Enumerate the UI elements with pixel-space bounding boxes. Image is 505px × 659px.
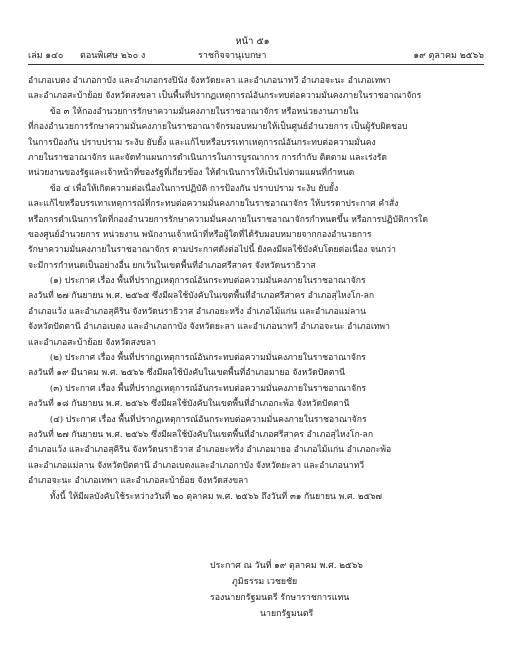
body-line: ข้อ ๓ ให้กองอำนวยการรักษาความมั่นคงภายในราชอาณาจักร หรือหน่วยงานภายใน xyxy=(28,106,359,117)
body-line: จะมีการกำหนดเป็นอย่างอื่น ยกเว้นในเขตพื้นที่อำเภอศรีสาคร จังหวัดนราธิวาส xyxy=(28,260,316,271)
issue-label: ตอนพิเศษ ๒๖๐ ง xyxy=(80,51,146,61)
body-line: ของศูนย์อำนวยการ หน่วยงาน พนักงานเจ้าหน้าที่หรือผู้ใดที่ได้รับมอบหมายจากกองอำนวยการ xyxy=(28,229,372,240)
gazette-header xyxy=(28,48,484,62)
body-line: และอำเภอแม่ลาน จังหวัดปัตตานี อำเภอเบตงและอำเภอกาบัง จังหวัดยะลา และอำเภอนาทวี xyxy=(28,460,365,471)
body-line: ลงวันที่ ๒๗ กันยายน พ.ศ. ๒๕๖๕ ซึ่งมีผลใช้บังคับในเขตพื้นที่อำเภอศรีสาคร อำเภอสุไหงโก-ลก xyxy=(28,291,375,302)
body-line: ในการป้องกัน ปราบปราม ระงับ ยับยั้ง และแก้ไขหรือบรรเทาเหตุการณ์อันกระทบต่อความมั่นคง xyxy=(28,137,376,148)
body-line: ลงวันที่ ๑๙ มีนาคม พ.ศ. ๒๕๖๖ ซึ่งมีผลใช้บังคับในเขตพื้นที่อำเภอมายอ จังหวัดปัตตานี xyxy=(28,368,346,379)
body-line: ทั้งนี้ ให้มีผลบังคับใช้ระหว่างวันที่ ๒๐ ตุลาคม พ.ศ. ๒๕๖๖ ถึงวันที่ ๓๑ กันยายน พ.ศ. ๒๕๖๗ xyxy=(28,491,382,502)
header-rule xyxy=(28,64,484,65)
body-line: อำเภอเบตง อำเภอกาบัง และอำเภอกรงปินัง จังหวัดยะลา และอำเภอนาทวี อำเภอจะนะ อำเภอเทพา xyxy=(28,76,391,86)
body-line: หรือการดำเนินการใดที่กองอำนวยการรักษาความมั่นคงภายในราชอาณาจักรกำหนดขึ้น หรือการปฏิบัติการใด xyxy=(28,214,428,225)
body-line: หน่วยงานของรัฐและเจ้าหน้าที่ของรัฐที่เกี่ยวข้อง ให้ดำเนินการให้เป็นไปตามแผนที่กำหนด xyxy=(28,168,355,179)
body-line: (๔) ประกาศ เรื่อง พื้นที่ปรากฏเหตุการณ์อันกระทบต่อความมั่นคงภายในราชอาณาจักร xyxy=(28,414,367,425)
signer-name: ภูมิธรรม เวชยชัย xyxy=(232,577,298,587)
body-line: ลงวันที่ ๑๘ กันยายน พ.ศ. ๒๕๖๖ ซึ่งมีผลใช้บังคับในเขตพื้นที่อำเภอกะพ้อ จังหวัดปัตตานี xyxy=(28,399,350,410)
announce-date: ประกาศ ณ วันที่ ๑๙ ตุลาคม พ.ศ. ๒๕๖๖ xyxy=(210,561,363,571)
body-line: จังหวัดปัตตานี อำเภอเบตง และอำเภอกาบัง จังหวัดยะลา และอำเภอนาทวี อำเภอจะนะ อำเภอเทพา xyxy=(28,322,390,333)
gazette-name: ราชกิจจานุเบกษา xyxy=(198,51,267,61)
body-line: และอำเภอสะบ้าย้อย จังหวัดสงขลา xyxy=(28,337,156,348)
body-line: และอำเภอสะบ้าย้อย จังหวัดสงขลา เป็นพื้นที่ปรากฏเหตุการณ์อันกระทบต่อความมั่นคงภายในราชอาณาจักร xyxy=(28,91,422,102)
signer-title: นายกรัฐมนตรี xyxy=(260,609,314,619)
body-line: รักษาความมั่นคงภายในราชอาณาจักร ตามประกาศดังต่อไปนี้ ยังคงมีผลใช้บังคับโดยต่อเนื่อง จนกว่า xyxy=(28,245,396,256)
body-line: (๒) ประกาศ เรื่อง พื้นที่ปรากฏเหตุการณ์อันกระทบต่อความมั่นคงภายในราชอาณาจักร xyxy=(28,353,366,364)
signer-position: รองนายกรัฐมนตรี รักษาราชการแทน xyxy=(210,593,350,603)
body-line: ภายในราชอาณาจักร และจัดทำแผนการดำเนินการในการบูรณาการ การกำกับ ติดตาม และเร่งรัด xyxy=(28,152,387,163)
body-line: อำเภอแว้ง และอำเภอสุคิริน จังหวัดนราธิวาส อำเภอยะหริ่ง อำเภอมายอ อำเภอไม้แก่น อำเภอกะพ้อ xyxy=(28,445,392,456)
body-line: (๓) ประกาศ เรื่อง พื้นที่ปรากฏเหตุการณ์อันกระทบต่อความมั่นคงภายในราชอาณาจักร xyxy=(28,383,366,394)
signature-block xyxy=(210,558,410,622)
body-line: (๑) ประกาศ เรื่อง พื้นที่ปรากฏเหตุการณ์อันกระทบต่อความมั่นคงภายในราชอาณาจักร xyxy=(28,276,366,287)
body-text xyxy=(28,74,484,505)
body-line: ลงวันที่ ๒๗ กันยายน พ.ศ. ๒๕๖๖ ซึ่งมีผลใช้บังคับในเขตพื้นที่อำเภอศรีสาคร อำเภอสุไหงโก-ลก xyxy=(28,429,374,440)
body-line: อำเภอแว้ง และอำเภอสุคิริน จังหวัดนราธิวาส อำเภอยะหริ่ง อำเภอไม้แก่น และอำเภอแม่ลาน xyxy=(28,306,366,317)
body-line: ที่กองอำนวยการรักษาความมั่นคงภายในราชอาณาจักรมอบหมายให้เป็นศูนย์อำนวยการ เป็นผู้รับผิดชอบ xyxy=(28,122,408,133)
volume-label: เล่ม ๑๔๐ xyxy=(28,51,64,61)
body-line: และแก้ไขหรือบรรเทาเหตุการณ์ที่กระทบต่อความมั่นคงภายในราชอาณาจักร ให้บรรดาประกาศ คำสั่ง xyxy=(28,199,399,210)
page-number: หน้า ๕๑ xyxy=(235,36,270,47)
gazette-date: ๑๙ ตุลาคม ๒๕๖๖ xyxy=(413,51,484,61)
body-line: ข้อ ๔ เพื่อให้เกิดความต่อเนื่องในการปฏิบัติ การป้องกัน ปราบปราม ระงับ ยับยั้ง xyxy=(28,183,339,194)
body-line: อำเภอจะนะ อำเภอเทพา และอำเภอสะบ้าย้อย จังหวัดสงขลา xyxy=(28,476,249,487)
